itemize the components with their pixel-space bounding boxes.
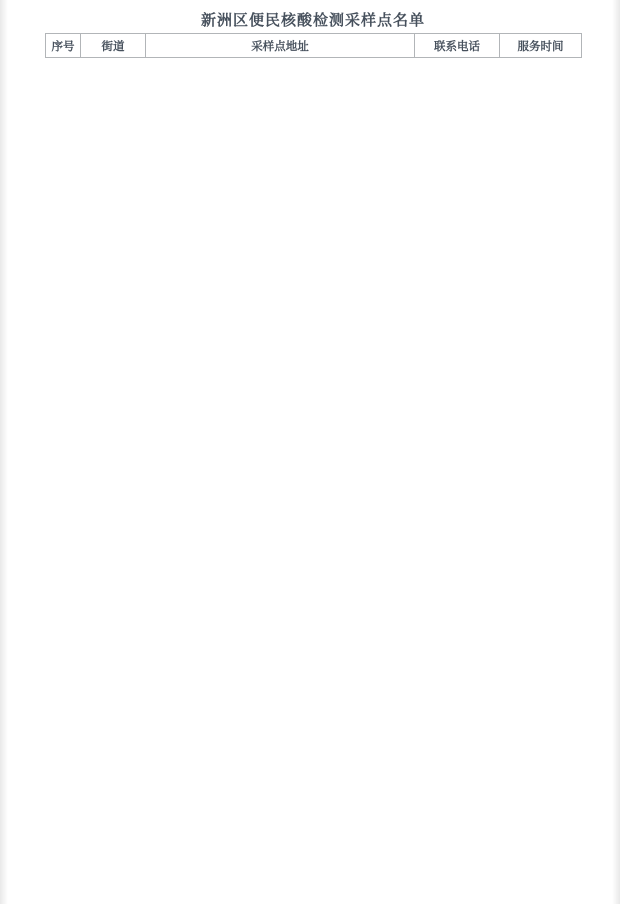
col-header-time: 服务时间: [500, 34, 582, 58]
table-header-row: [46, 34, 582, 58]
col-header-no: 序号: [46, 34, 81, 58]
sampling-points-table: [45, 33, 582, 58]
col-header-phone: 联系电话: [415, 34, 500, 58]
page-edge-left: [0, 0, 8, 904]
col-header-address: 采样点地址: [146, 34, 415, 58]
page-title: 新洲区便民核酸检测采样点名单: [200, 12, 425, 29]
table-header: [46, 34, 582, 58]
col-header-street: 街道: [81, 34, 146, 58]
page-edge-right: [612, 0, 620, 904]
